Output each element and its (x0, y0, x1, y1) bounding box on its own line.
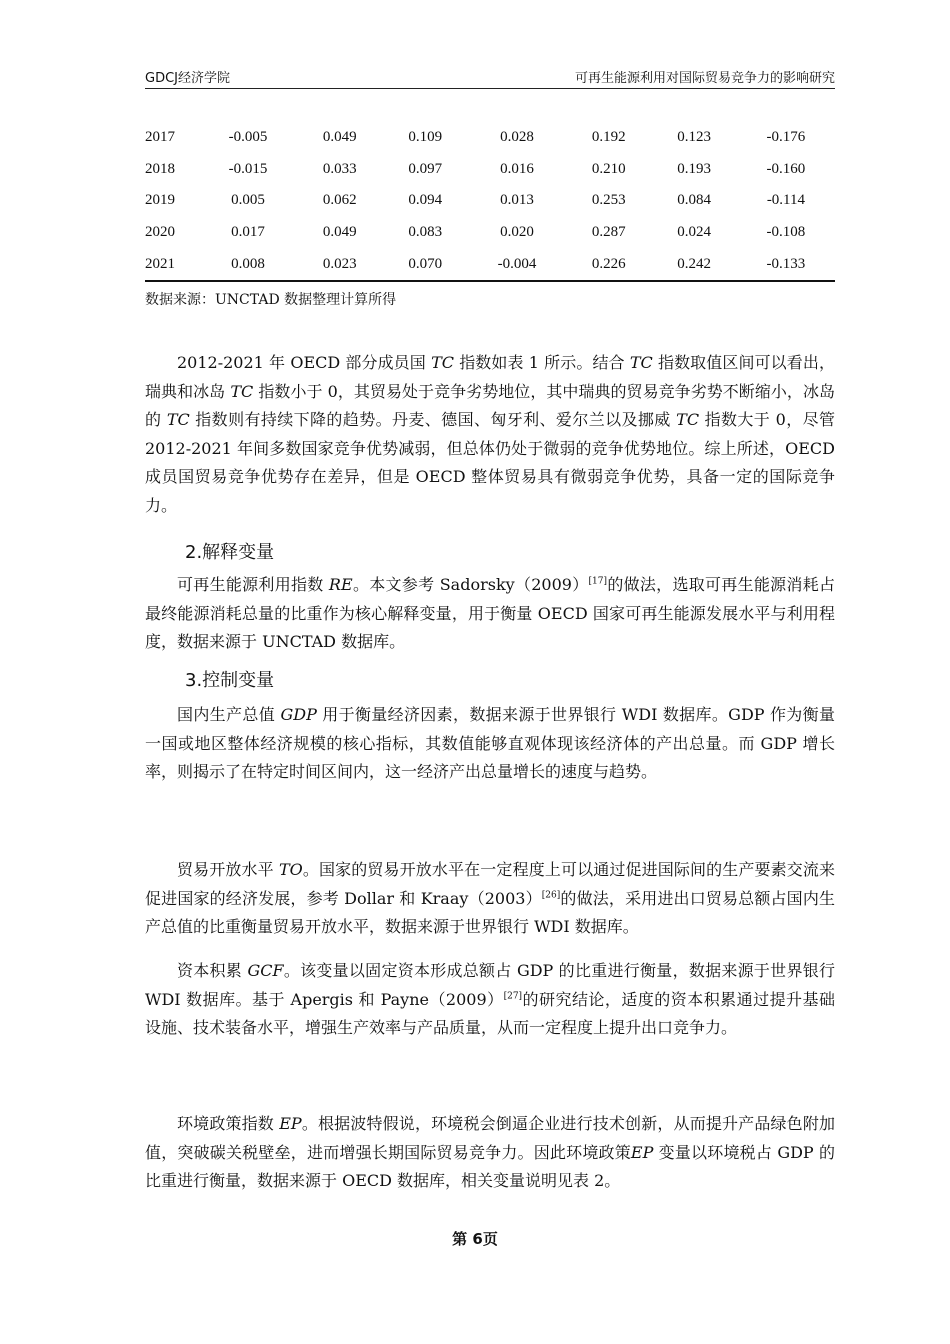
table-body (145, 122, 835, 281)
page-header (145, 66, 835, 89)
text-run: 。根据波特假说，环境税会倒逼企业进行技术创新，从而提升产品绿色附加值，突破碳关税壁垒，进而增强长期国际贸易竞争力。因此环境政策 (145, 1114, 835, 1162)
table-cell-value: 0.049 (322, 224, 357, 241)
section-heading-control-variables: 3.控制变量 (185, 670, 275, 691)
variable-tc: TC (676, 410, 700, 430)
variable-to: TO (278, 860, 303, 879)
table-cell-year: 2018 (145, 160, 175, 177)
section-heading-explanatory-variable: 2.解释变量 (185, 542, 275, 563)
table-cell-value: -0.160 (766, 160, 806, 177)
table-cell-value: 0.016 (500, 160, 534, 177)
text-run: 国内生产总值 (177, 705, 281, 724)
text-run: 。国家的贸易开放水平在一定程度上可以通过促进国际间的生产要素交流来促进国家的经济发展，参考 Dollar 和 Kraay（2003） (145, 860, 835, 908)
table-cell-value: 0.062 (322, 192, 357, 209)
paragraph-text (145, 571, 835, 657)
table-cell-value: 0.049 (322, 129, 357, 146)
table-cell-value: 0.084 (677, 192, 711, 209)
text-run: 指数则有持续下降的趋势。丹麦、德国、匈牙利、爱尔兰以及挪威 (189, 410, 677, 430)
table-cell-value: 0.005 (231, 192, 265, 209)
paragraph-text (145, 856, 835, 942)
table-cell-value: 0.024 (677, 224, 711, 241)
table-cell-value: 0.192 (591, 129, 626, 146)
citation-ref: [27] (503, 991, 523, 1002)
table-cell-value: 0.017 (231, 224, 265, 241)
table-cell-value: 0.023 (297, 248, 382, 281)
citation-ref: [26] (541, 890, 561, 901)
variable-re: RE (328, 575, 353, 594)
table-cell-value: -0.015 (228, 160, 268, 177)
table-cell-value: -0.176 (766, 129, 806, 146)
variable-tc: TC (431, 353, 454, 372)
paragraph-tc-results (145, 349, 835, 521)
table-row (145, 185, 835, 217)
text-run: 资本积累 (177, 961, 248, 980)
table-row (145, 248, 835, 281)
table-cell-value: -0.108 (766, 224, 806, 241)
text-run: 贸易开放水平 (177, 860, 279, 879)
table-row (145, 217, 835, 249)
text-run: 用于衡量经济因素，数据来源于世界银行 WDI 数据库。GDP 作为衡量一国或地区整体经济规模的核心指标，其数值能够直观体现该经济体的产出总量。而 GDP 增长率，则揭示了在特定时间区间内，这一经济产出总量增长的速度与趋势。 (145, 705, 835, 782)
table-cell-value: 0.008 (199, 248, 297, 281)
table-cell-year: 2019 (145, 192, 175, 209)
paragraph-re-variable (145, 571, 835, 657)
table-cell-value: 0.013 (500, 192, 534, 209)
table-cell-value: 0.094 (408, 192, 443, 209)
paragraph-text (145, 957, 835, 1043)
text-run: 指数如表 1 所示。结合 (454, 353, 630, 372)
paragraph-gcf-variable (145, 957, 835, 1043)
citation-ref: [17] (588, 576, 608, 587)
table-cell-value: 0.253 (591, 192, 626, 209)
table-cell-value: -0.005 (228, 129, 268, 146)
table-cell-value: 0.083 (408, 224, 443, 241)
table-cell-value: 0.070 (383, 248, 468, 281)
text-run: 的研究结论，适度的资本积累通过提升基础设施、技术装备水平，增强生产效率与产品质量，从而一定程度上提升出口竞争力。 (145, 989, 835, 1038)
text-run: 指数大于 0，尽管 2012-2021 年间多数国家竞争优势减弱，但总体仍处于微弱的竞争优势地位。综上所述，OECD 成员国贸易竞争优势存在差异，但是 OECD 整体贸易具有微弱竞争优势，具备一定的国际竞争力。 (145, 410, 835, 515)
tc-index-table (145, 122, 835, 282)
table-cell-value: 0.028 (500, 129, 534, 146)
page-number: 第 6页 (452, 1230, 498, 1248)
text-run: 变量以环境税占 GDP 的比重进行衡量，数据来源于 OECD 数据库，相关变量说明见表 2。 (145, 1142, 835, 1191)
text-run: 2012-2021 年 OECD 部分成员国 (177, 353, 432, 372)
variable-tc: TC (166, 410, 190, 430)
text-run: 环境政策指数 (177, 1114, 280, 1133)
table-cell-value: -0.004 (468, 248, 566, 281)
paragraph-text (145, 349, 835, 521)
table-cell-year: 2020 (145, 224, 175, 241)
table-cell-year: 2021 (145, 248, 199, 281)
table-cell-value: 0.287 (591, 224, 626, 241)
variable-gcf: GCF (247, 961, 284, 980)
paragraph-text (145, 701, 835, 787)
table-source-note: 数据来源：UNCTAD 数据整理计算所得 (145, 292, 397, 308)
variable-ep: EP (630, 1142, 654, 1162)
table-cell-value: 0.123 (677, 129, 711, 146)
table-cell-value: -0.114 (766, 192, 806, 209)
paragraph-ep-variable (145, 1110, 835, 1196)
text-run: 的做法，选取可再生能源消耗占最终能源消耗总量的比重作为核心解释变量，用于衡量 OECD 国家可再生能源发展水平与利用程度，数据来源于 UNCTAD 数据库。 (145, 575, 835, 652)
table-cell-value: 0.020 (500, 224, 534, 241)
text-run: 指数取值区间可以看出，瑞典和冰岛 (145, 353, 835, 401)
table-cell-value: 0.242 (651, 248, 736, 281)
text-run: 可再生能源利用指数 (177, 575, 329, 594)
paragraph-to-variable (145, 856, 835, 942)
text-run: 。该变量以固定资本形成总额占 GDP 的比重进行衡量，数据来源于世界银行 WDI 数据库。基于 Apergis 和 Payne（2009） (145, 961, 835, 1009)
table-cell-value: 0.097 (408, 160, 443, 177)
variable-tc: TC (629, 353, 653, 372)
variable-ep: EP (279, 1114, 302, 1133)
text-run: 的做法，采用进出口贸易总额占国内生产总值的比重衡量贸易开放水平，数据来源于世界银行 WDI 数据库。 (145, 888, 835, 937)
table-cell-value: 0.210 (591, 160, 626, 177)
variable-gdp: GDP (280, 705, 317, 724)
table-row (145, 122, 835, 154)
table-cell-value: -0.133 (737, 248, 835, 281)
table-cell-value: 0.193 (677, 160, 711, 177)
variable-tc: TC (230, 381, 254, 401)
table-cell-value: 0.226 (566, 248, 651, 281)
paragraph-gdp-variable (145, 701, 835, 787)
text-run: 指数小于 0，其贸易处于竞争劣势地位，其中瑞典的贸易竞争劣势不断缩小，冰岛的 (145, 381, 836, 430)
paragraph-text (145, 1110, 835, 1196)
text-run: 。本文参考 Sadorsky（2009） (352, 575, 589, 594)
table-cell-year: 2017 (145, 129, 175, 146)
table-row (145, 154, 835, 186)
header-institution: GDCJ经济学院 (145, 71, 230, 86)
table-cell-value: 0.109 (408, 129, 443, 146)
table-cell-value: 0.033 (322, 160, 357, 177)
header-paper-title: 可再生能源利用对国际贸易竞争力的影响研究 (574, 71, 835, 86)
